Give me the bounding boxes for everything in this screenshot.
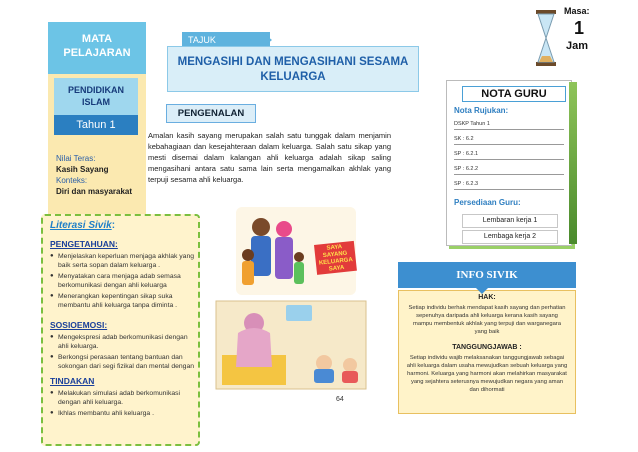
- literasi-title: [50, 220, 115, 231]
- reference-row: DSKP Tahun 1: [454, 119, 564, 130]
- nilai-konteks-block: [56, 153, 148, 197]
- subject-label: MATA PELAJARAN: [48, 22, 146, 74]
- reference-row: SP : 6.2.3: [454, 179, 564, 190]
- masa-label: Masa:: [564, 6, 590, 16]
- child3-body: [342, 371, 358, 383]
- child-head: [242, 249, 254, 261]
- intro-paragraph: Amalan kasih sayang merupakan salah satu tunggak dalam menjamin kebahagiaan dan kesejahteraan dalam keluarga. Salah satu sikap yang mesti disemai dalam kalangan ahli keluarga adalah sikap saling mengasihani antara satu sama lain serta mengamalkan akhlak yang terpuji sesama ahli keluarga.: [148, 131, 391, 184]
- literasi-section-pengetahuan: [50, 239, 196, 310]
- nilai-label: Nilai Teras:: [56, 154, 96, 163]
- masa-unit: Jam: [566, 40, 589, 52]
- literasi-title-colon: :: [111, 220, 116, 231]
- nilai-value: Kasih Sayang: [56, 165, 109, 174]
- child2-head: [294, 252, 304, 262]
- list-item: ● Melakukan simulasi adab berkomunikasi dengan ahli keluarga.: [50, 389, 196, 407]
- hak-heading: HAK:: [478, 294, 496, 301]
- tanggungjawab-text: Setiap individu wajib melaksanakan tanggungjawab sebagai ahli keluarga dalam usaha mewujudkan sebuah keluarga yang harmoni. Keluarga yang harmoni akan melahirkan masyarakat yang sejahtera seterusnya mewujudkan negara yang aman dan dihormati: [406, 355, 568, 393]
- section-heading: TINDAKAN: [50, 376, 95, 386]
- konteks-label: Konteks:: [56, 176, 88, 185]
- list-item: ● Menyatakan cara menjaga adab semasa berkomunikasi dengan ahli keluarga: [50, 272, 196, 290]
- page-number: 64: [336, 396, 344, 403]
- worksheet-item: Lembaran kerja 1: [462, 214, 558, 228]
- info-sivik-content: [406, 294, 568, 394]
- child2-body: [294, 262, 304, 284]
- list-item: ● Ikhlas membantu ahli keluarga .: [50, 409, 196, 418]
- subject-name: PENDIDIKAN ISLAM: [54, 78, 138, 116]
- literasi-section-sosioemosi: [50, 320, 196, 371]
- pengenalan-label: PENGENALAN: [166, 104, 256, 123]
- list-item: ● Menerangkan kepentingan sikap suka membantu ahli keluarga tanpa diminta .: [50, 292, 196, 310]
- page-title: MENGASIHI DAN MENGASIHANI SESAMA KELUARGA: [167, 46, 419, 92]
- list-item: ● Menjelaskan keperluan menjaga akhlak yang baik serta sopan dalam keluarga .: [50, 252, 196, 270]
- mother-body: [275, 237, 293, 279]
- child-body: [242, 261, 254, 285]
- persediaan-guru-label: Persediaan Guru:: [454, 198, 521, 207]
- family-sign: [314, 241, 357, 275]
- konteks-value: Diri dan masyarakat: [56, 187, 133, 196]
- info-sivik-title: INFO SIVIK: [398, 262, 576, 288]
- father-head: [252, 218, 270, 236]
- hourglass-icon: [534, 8, 558, 68]
- tanggungjawab-heading: TANGGUNGJAWAB :: [452, 344, 522, 351]
- child-reading-body: [314, 369, 334, 383]
- tajuk-tab: TAJUK: [182, 32, 270, 48]
- section-heading: SOSIOEMOSI:: [50, 320, 108, 330]
- list-item: ● Mengekspresi adab berkomunikasi dengan ahli keluarga.: [50, 333, 196, 351]
- sign-text: SAYA SAYANG KELUARGA SAYA: [318, 244, 354, 273]
- year-badge: Tahun 1: [54, 115, 138, 135]
- mother-praying-body: [236, 328, 272, 367]
- nota-guru-tabs: [569, 82, 577, 244]
- reference-row: SK : 6.2: [454, 134, 564, 145]
- child3-head: [343, 358, 357, 372]
- nota-guru-title: NOTA GURU: [462, 86, 566, 102]
- worksheet-item: Lembaga kerja 2: [462, 230, 558, 244]
- literasi-section-tindakan: [50, 376, 196, 418]
- child-reading-head: [316, 355, 332, 371]
- list-item: ● Berkongsi perasaan tentang bantuan dan sokongan dari segi fizikal dan mental dengan: [50, 353, 196, 371]
- family-illustration: [206, 205, 376, 390]
- reference-row: SP : 6.2.1: [454, 149, 564, 160]
- literasi-title-text: Literasi Sivik: [50, 220, 112, 231]
- masa-value: 1: [574, 18, 585, 38]
- window: [286, 305, 312, 321]
- mother-head: [276, 221, 292, 237]
- reference-row: SP : 6.2.2: [454, 164, 564, 175]
- section-heading: PENGETAHUAN:: [50, 239, 118, 249]
- hak-text: Setiap individu berhak mendapat kasih sayang dan perhatian sepenuhya daripada ahli keluarga kerana kasih sayang mampu membentuk akhlak yang terpuji dan warganegara yang baik: [408, 305, 566, 335]
- nota-rujukan-label: Nota Rujukan:: [454, 106, 509, 115]
